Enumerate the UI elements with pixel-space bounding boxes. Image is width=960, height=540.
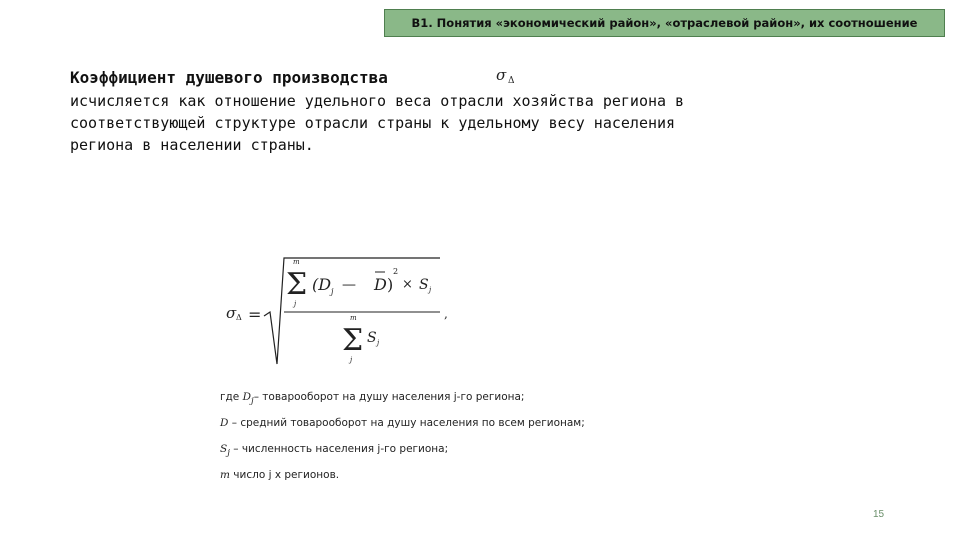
formula-sigma: σ bbox=[226, 304, 237, 322]
paragraph-line: региона в населении страны. bbox=[70, 136, 314, 154]
s-symbol-num: S bbox=[419, 277, 429, 293]
note-prefix: где bbox=[220, 391, 243, 403]
note-item bbox=[220, 436, 585, 462]
note-var: D bbox=[220, 417, 229, 429]
note-item bbox=[220, 410, 585, 436]
sigma-delta-symbol bbox=[494, 66, 524, 86]
dbar-symbol: D bbox=[374, 275, 387, 294]
trailing-comma: , bbox=[444, 307, 448, 321]
note-text: – средний товарооборот на душу населения по всем регионам; bbox=[228, 417, 585, 429]
times-sign: × bbox=[402, 277, 413, 292]
definition-paragraph bbox=[70, 90, 780, 156]
sum-symbol-num: Σ bbox=[286, 267, 308, 302]
formula bbox=[222, 242, 462, 367]
sigma-glyph: σ bbox=[496, 66, 507, 84]
note-var: m bbox=[220, 469, 230, 481]
formula-equals: = bbox=[248, 305, 262, 324]
paragraph-line: соответствующей структуре отрасли страны к удельному весу населения bbox=[70, 114, 676, 132]
sum-symbol-den: Σ bbox=[342, 323, 364, 358]
page-number: 15 bbox=[873, 509, 885, 520]
numerator-sub: j bbox=[331, 287, 334, 296]
minus-sign: — bbox=[342, 277, 356, 293]
note-text: – товарооборот на душу населения j-го региона; bbox=[253, 391, 525, 403]
note-var: D bbox=[242, 391, 251, 403]
exponent: 2 bbox=[393, 267, 399, 276]
s-sub-num: j bbox=[429, 286, 432, 294]
formula-sigma-sub: Δ bbox=[236, 313, 242, 322]
note-sub: j bbox=[251, 396, 254, 407]
note-item bbox=[220, 462, 585, 488]
slide-title-box bbox=[384, 9, 945, 37]
sigma-subscript: Δ bbox=[508, 76, 515, 86]
paragraph-line: исчисляется как отношение удельного веса отрасли хозяйства региона в bbox=[70, 92, 685, 110]
note-text: число j х регионов. bbox=[229, 469, 340, 481]
note-text: – численность населения j-го региона; bbox=[229, 443, 449, 455]
sum-lower-num: j bbox=[294, 300, 297, 308]
note-sub: j bbox=[227, 448, 230, 459]
sum-upper-den: m bbox=[350, 314, 357, 322]
close-paren: ) bbox=[387, 275, 394, 294]
note-item bbox=[220, 384, 585, 410]
sum-lower-den: j bbox=[350, 356, 353, 364]
slide-title: В1. Понятия «экономический район», «отраслевой район», их соотношение bbox=[411, 16, 918, 30]
note-var: S bbox=[220, 443, 228, 455]
notes-list bbox=[220, 384, 585, 488]
s-symbol-den: S bbox=[367, 330, 377, 346]
sum-upper-num: m bbox=[293, 258, 300, 266]
s-sub-den: j bbox=[377, 339, 380, 347]
numerator-term: (D bbox=[312, 275, 332, 294]
heading: Коэффициент душевого производства bbox=[70, 68, 388, 87]
